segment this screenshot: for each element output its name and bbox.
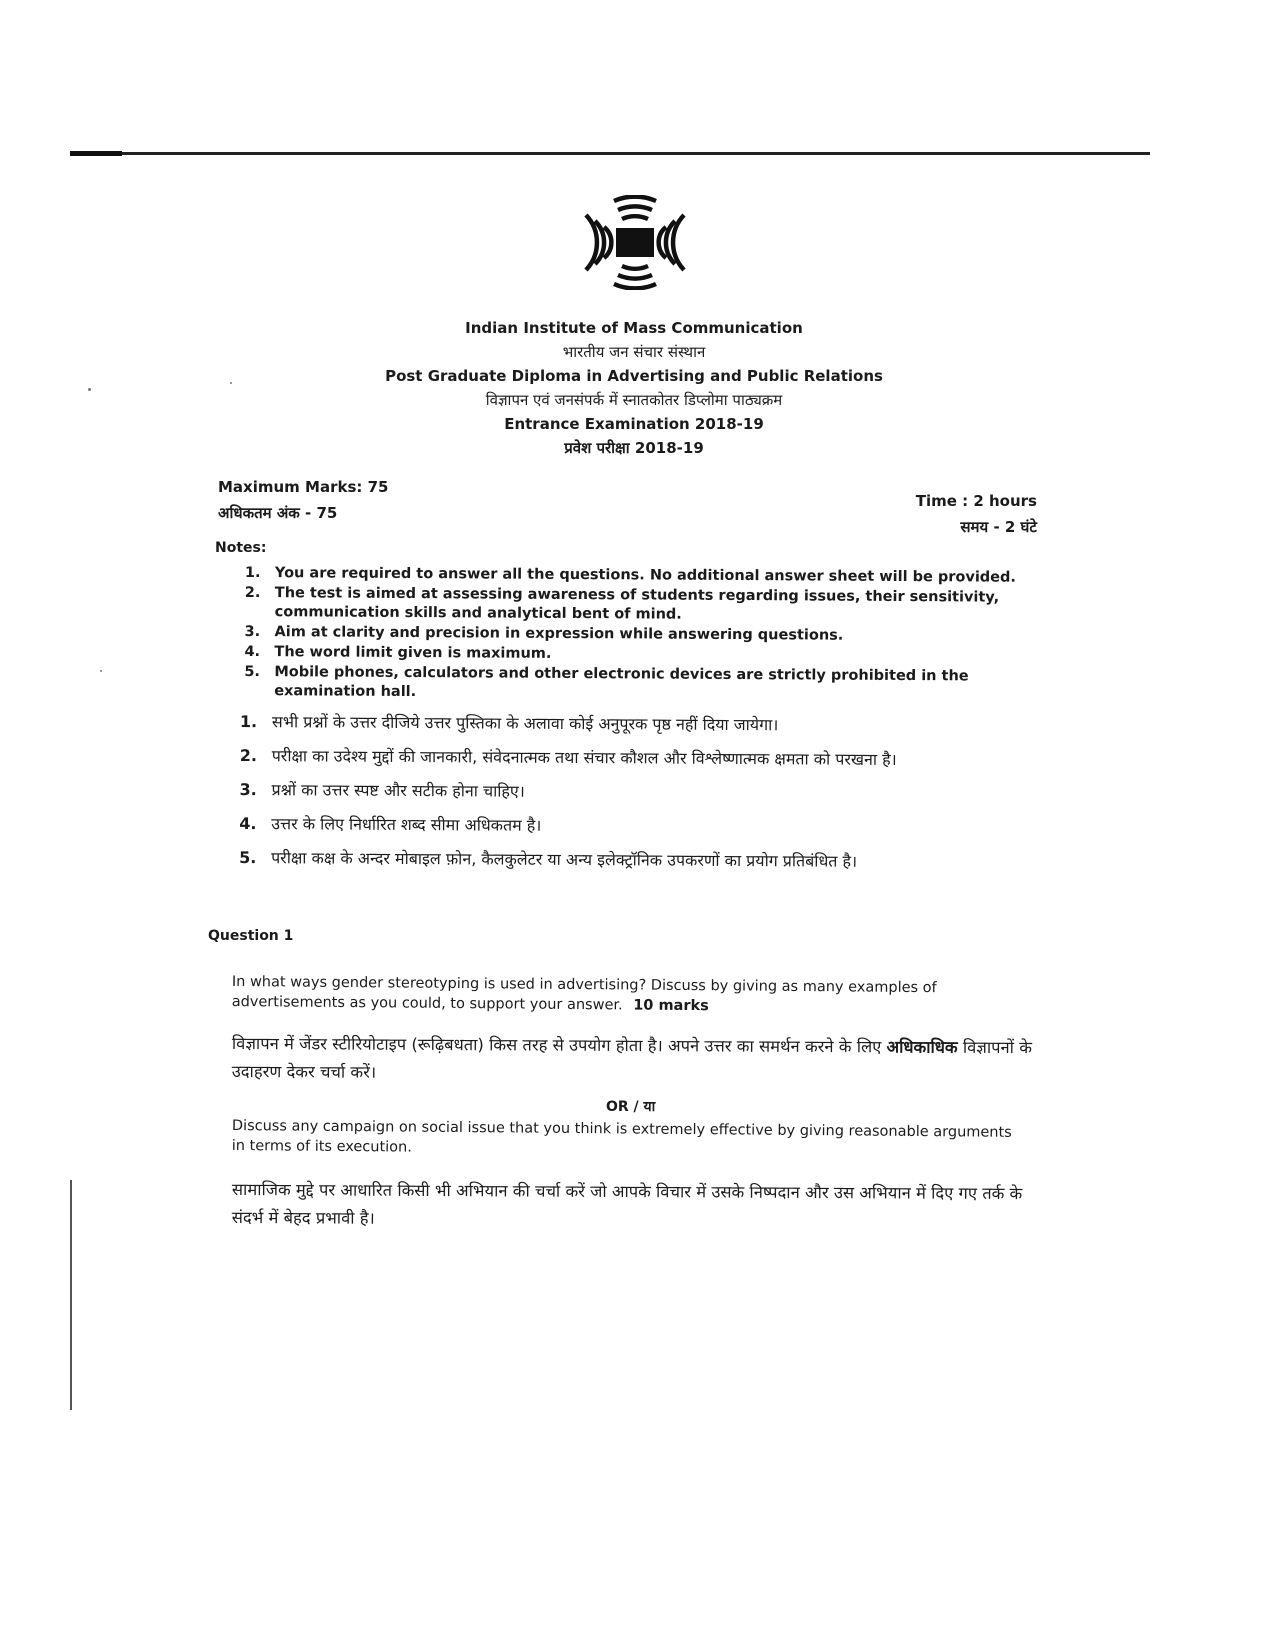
question-1-alt-en: Discuss any campaign on social issue that you think is extremely effective by giving reasonable arguments in terms of its execution. xyxy=(231,1117,1012,1156)
list-item xyxy=(239,846,1039,875)
note-text: प्रश्नों का उत्तर स्पष्ट और सटीक होना चाहिए। xyxy=(271,780,525,801)
notes-list-hi xyxy=(239,710,1040,885)
course-name-hi: विज्ञापन एवं जनसंपर्क में स्नातकोतर डिप्लोमा पाठ्यक्रम xyxy=(485,391,783,409)
note-text: The word limit given is maximum. xyxy=(274,644,552,662)
note-text: परीक्षा कक्ष के अन्दर मोबाइल फ़ोन, कैलकुलेटर या अन्य इलेक्ट्रॉनिक उपकरणों का प्रयोग प्रतिबंधित है। xyxy=(271,848,858,871)
institute-name-hi: भारतीय जन संचार संस्थान xyxy=(562,343,706,361)
note-text: The test is aimed at assessing awareness of students regarding issues, their sensitivity, communication skills and analytical bent of mind. xyxy=(274,585,1000,623)
time-hi: समय - 2 घंटे xyxy=(960,518,1037,536)
note-text: सभी प्रश्नों के उत्तर दीजिये उत्तर पुस्तिका के अलावा कोई अनुपूरक पृष्ठ नहीं दिया जायेगा। xyxy=(271,712,779,735)
list-item xyxy=(239,778,1039,807)
maximum-marks xyxy=(218,474,388,526)
note-number: 4. xyxy=(239,813,257,834)
note-number: 5. xyxy=(244,663,260,681)
note-number: 2. xyxy=(244,584,261,602)
question-1-text-hi xyxy=(232,1030,1032,1090)
scan-speck xyxy=(230,382,232,384)
top-rule xyxy=(70,152,1150,155)
list-item xyxy=(245,584,1025,627)
question-1-text-en xyxy=(232,972,1022,1019)
question-1-hi-part1: विज्ञापन में जेंडर स्टीरियोटाइप (रूढ़िबधता) किस तरह से उपयोग होता है। अपने उत्तर का समर्थन करने के लिए xyxy=(231,1034,887,1057)
question-1-hi-part2: विज्ञापनों के उदाहरण देकर चर्चा करें। xyxy=(231,1037,1032,1082)
exam-time xyxy=(916,488,1037,540)
max-marks-hi: अधिकतम अंक - 75 xyxy=(218,504,338,522)
exam-name-en: Entrance Examination 2018-19 xyxy=(504,415,764,433)
scan-speck xyxy=(100,670,102,672)
notes-list-en xyxy=(244,564,1025,707)
institute-name-en: Indian Institute of Mass Communication xyxy=(465,319,803,337)
note-text: Mobile phones, calculators and other electronic devices are strictly prohibited in the examination hall. xyxy=(274,664,969,701)
scan-margin-line xyxy=(70,1180,72,1410)
or-separator: OR / या xyxy=(606,1099,656,1115)
note-number: 5. xyxy=(239,847,257,868)
scan-speck xyxy=(88,388,91,391)
list-item xyxy=(244,663,1024,706)
note-number: 3. xyxy=(244,623,261,641)
note-number: 1. xyxy=(244,565,261,582)
question-1-prompt: In what ways gender stereotyping is used in advertising? Discuss by giving as many examples of advertisements as you could, to support your answer. xyxy=(231,973,937,1014)
question-1-hi-emphasis: अधिकाधिक xyxy=(886,1037,958,1057)
max-marks-en: Maximum Marks: 75 xyxy=(218,478,389,496)
notes-label: Notes: xyxy=(215,540,267,556)
question-1-alt-hi: सामाजिक मुद्दे पर आधारित किसी भी अभियान की चर्चा करें जो आपके विचार में उसके निष्पदान और उस अभियान में दिए गए तर्क के संदर्भ में बेहद प्रभावी है। xyxy=(231,1180,1023,1228)
course-name-en: Post Graduate Diploma in Advertising and Public Relations xyxy=(385,367,883,385)
note-text: Aim at clarity and precision in expression while answering questions. xyxy=(274,624,844,644)
note-number: 2. xyxy=(239,745,257,766)
top-rule-thick xyxy=(70,151,122,156)
note-number: 3. xyxy=(239,779,257,800)
note-text: उत्तर के लिए निर्धारित शब्द सीमा अधिकतम है। xyxy=(271,814,542,835)
question-1-marks: 10 marks xyxy=(633,997,709,1015)
note-number: 1. xyxy=(239,711,258,732)
page-header xyxy=(300,316,968,460)
exam-name-hi: प्रवेश परीक्षा 2018-19 xyxy=(564,439,704,457)
iimc-logo-icon xyxy=(580,195,690,290)
list-item xyxy=(240,710,1040,739)
note-text: परीक्षा का उदेश्य मुद्दों की जानकारी, संवेदनात्मक तथा संचार कौशल और विश्लेष्णात्मक क्षमता को परखना है। xyxy=(271,746,897,770)
question-label: Question 1 xyxy=(208,928,294,944)
list-item xyxy=(239,812,1039,841)
note-text: You are required to answer all the questions. No additional answer sheet will be provided. xyxy=(274,565,1016,586)
note-number: 4. xyxy=(244,643,261,661)
list-item xyxy=(240,744,1040,773)
time-en: Time : 2 hours xyxy=(915,492,1037,510)
